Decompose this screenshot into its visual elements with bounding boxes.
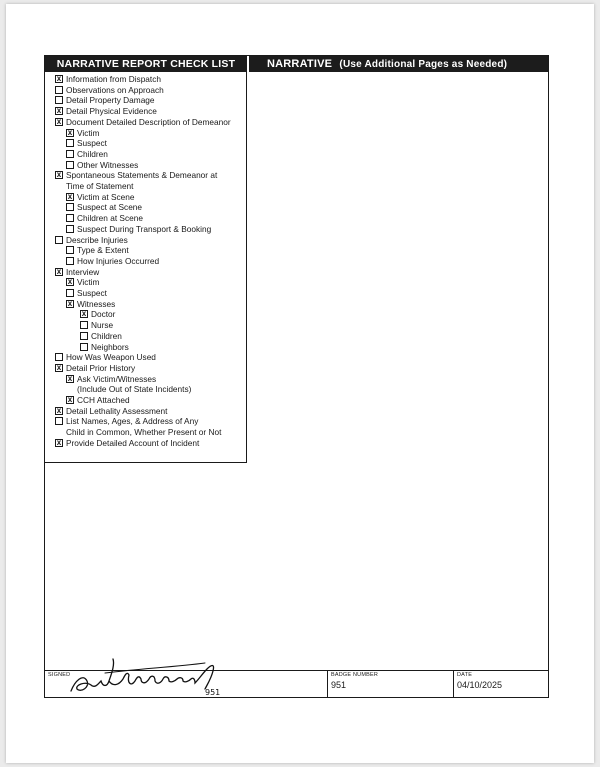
checkbox[interactable]: x [56, 266, 62, 276]
checkbox[interactable]: x [56, 74, 62, 83]
narrative-title: NARRATIVE [267, 58, 333, 70]
checkbox[interactable] [55, 86, 63, 94]
checkbox[interactable]: x [56, 437, 62, 447]
signed-cell[interactable] [45, 671, 327, 697]
checklist-item-label: Detail Prior History [66, 362, 136, 373]
date-label: DATE [457, 672, 473, 678]
checkbox[interactable]: x [56, 405, 62, 415]
checkbox[interactable]: x [56, 170, 62, 180]
checkbox[interactable] [66, 203, 74, 211]
checklist-item-label: Detail Physical Evidence [66, 106, 157, 117]
checkbox[interactable]: x [67, 191, 73, 201]
report-page [6, 4, 594, 763]
checklist-item-label: Children [91, 330, 122, 341]
signature-number: 951 [205, 688, 221, 697]
checkbox[interactable] [66, 214, 74, 222]
checklist-item-label: Spontaneous Statements & Demeanor at [66, 170, 218, 181]
checkbox[interactable] [55, 417, 63, 425]
date-value: 04/10/2025 [457, 680, 503, 690]
narrative-form [44, 55, 549, 698]
checklist-item-label: Doctor [91, 309, 116, 320]
checkbox[interactable] [66, 139, 74, 147]
badge-cell[interactable] [327, 671, 454, 697]
checklist-item-label: Suspect [77, 138, 107, 149]
checkbox[interactable] [66, 161, 74, 169]
checklist-item-label: Detail Lethality Assessment [66, 405, 168, 416]
checklist-item-continuation: Child in Common, Whether Present or Not [66, 427, 222, 438]
checkbox[interactable]: x [67, 395, 73, 404]
checklist-item-label: Neighbors [91, 341, 129, 352]
signature-image [65, 651, 265, 701]
checkbox[interactable] [55, 236, 63, 244]
checklist-item-label: How Injuries Occurred [77, 255, 160, 266]
checkbox[interactable] [80, 332, 88, 340]
checklist-item-label: Children at Scene [77, 213, 143, 224]
checklist-item-label: Ask Victim/Witnesses [77, 373, 157, 384]
checklist-item-continuation: (Include Out of State Incidents) [77, 384, 192, 395]
checklist-header: NARRATIVE REPORT CHECK LIST [45, 56, 247, 72]
checklist-item-label: Victim at Scene [77, 191, 135, 202]
signature-footer [45, 670, 548, 697]
checkbox[interactable] [66, 257, 74, 265]
checklist-item-label: Information from Dispatch [66, 74, 161, 84]
checklist-item-label: Suspect [77, 288, 107, 298]
badge-value: 951 [331, 680, 347, 690]
checkbox[interactable] [55, 96, 63, 104]
checklist-item-label: Children [77, 148, 108, 159]
checklist-item-label: Provide Detailed Account of Incident [66, 437, 200, 448]
checkbox[interactable]: x [67, 298, 73, 308]
checkbox[interactable]: x [81, 309, 87, 319]
checkbox[interactable]: x [67, 373, 73, 383]
checklist-item-label: Type & Extent [77, 245, 129, 256]
checklist-item-label: Describe Injuries [66, 234, 128, 245]
checklist-item-label: Suspect During Transport & Booking [77, 223, 212, 234]
badge-label: BADGE NUMBER [331, 672, 379, 678]
signed-label: SIGNED [48, 672, 71, 678]
checklist-item-label: Suspect at Scene [77, 202, 143, 213]
checklist-item-continuation: Time of Statement [66, 181, 134, 191]
checklist-panel [45, 72, 247, 463]
checkbox[interactable]: x [56, 362, 62, 372]
checklist-item-label: How Was Weapon Used [66, 352, 156, 363]
narrative-subtitle: (Use Additional Pages as Needed) [339, 59, 508, 70]
checkbox[interactable] [66, 225, 74, 233]
checkbox[interactable]: x [56, 106, 62, 116]
checklist-item-label: Detail Property Damage [66, 95, 155, 106]
checklist-item-label: Witnesses [77, 298, 116, 309]
checkbox[interactable]: x [67, 277, 73, 287]
checkbox[interactable]: x [67, 127, 73, 137]
checklist-item-label: Other Witnesses [77, 159, 139, 170]
checkbox[interactable]: x [56, 116, 62, 126]
checkbox[interactable] [55, 353, 63, 361]
checkbox[interactable] [80, 343, 88, 351]
checklist-item-label: Document Detailed Description of Demeanor [66, 116, 231, 127]
checklist-item-label: Victim [77, 277, 100, 288]
checkbox[interactable] [66, 150, 74, 158]
checklist-item-label: List Names, Ages, & Address of Any [66, 416, 199, 427]
date-cell[interactable] [453, 671, 548, 697]
checkbox[interactable] [66, 289, 74, 297]
checklist-item-label: CCH Attached [77, 395, 130, 405]
checklist-item-label: Nurse [91, 320, 114, 331]
checklist-item-label: Victim [77, 127, 100, 138]
narrative-header [249, 56, 548, 72]
checkbox[interactable] [80, 321, 88, 329]
checklist-item-label: Observations on Approach [66, 84, 164, 95]
checkbox[interactable] [66, 246, 74, 254]
checklist-item-label: Interview [66, 266, 100, 277]
